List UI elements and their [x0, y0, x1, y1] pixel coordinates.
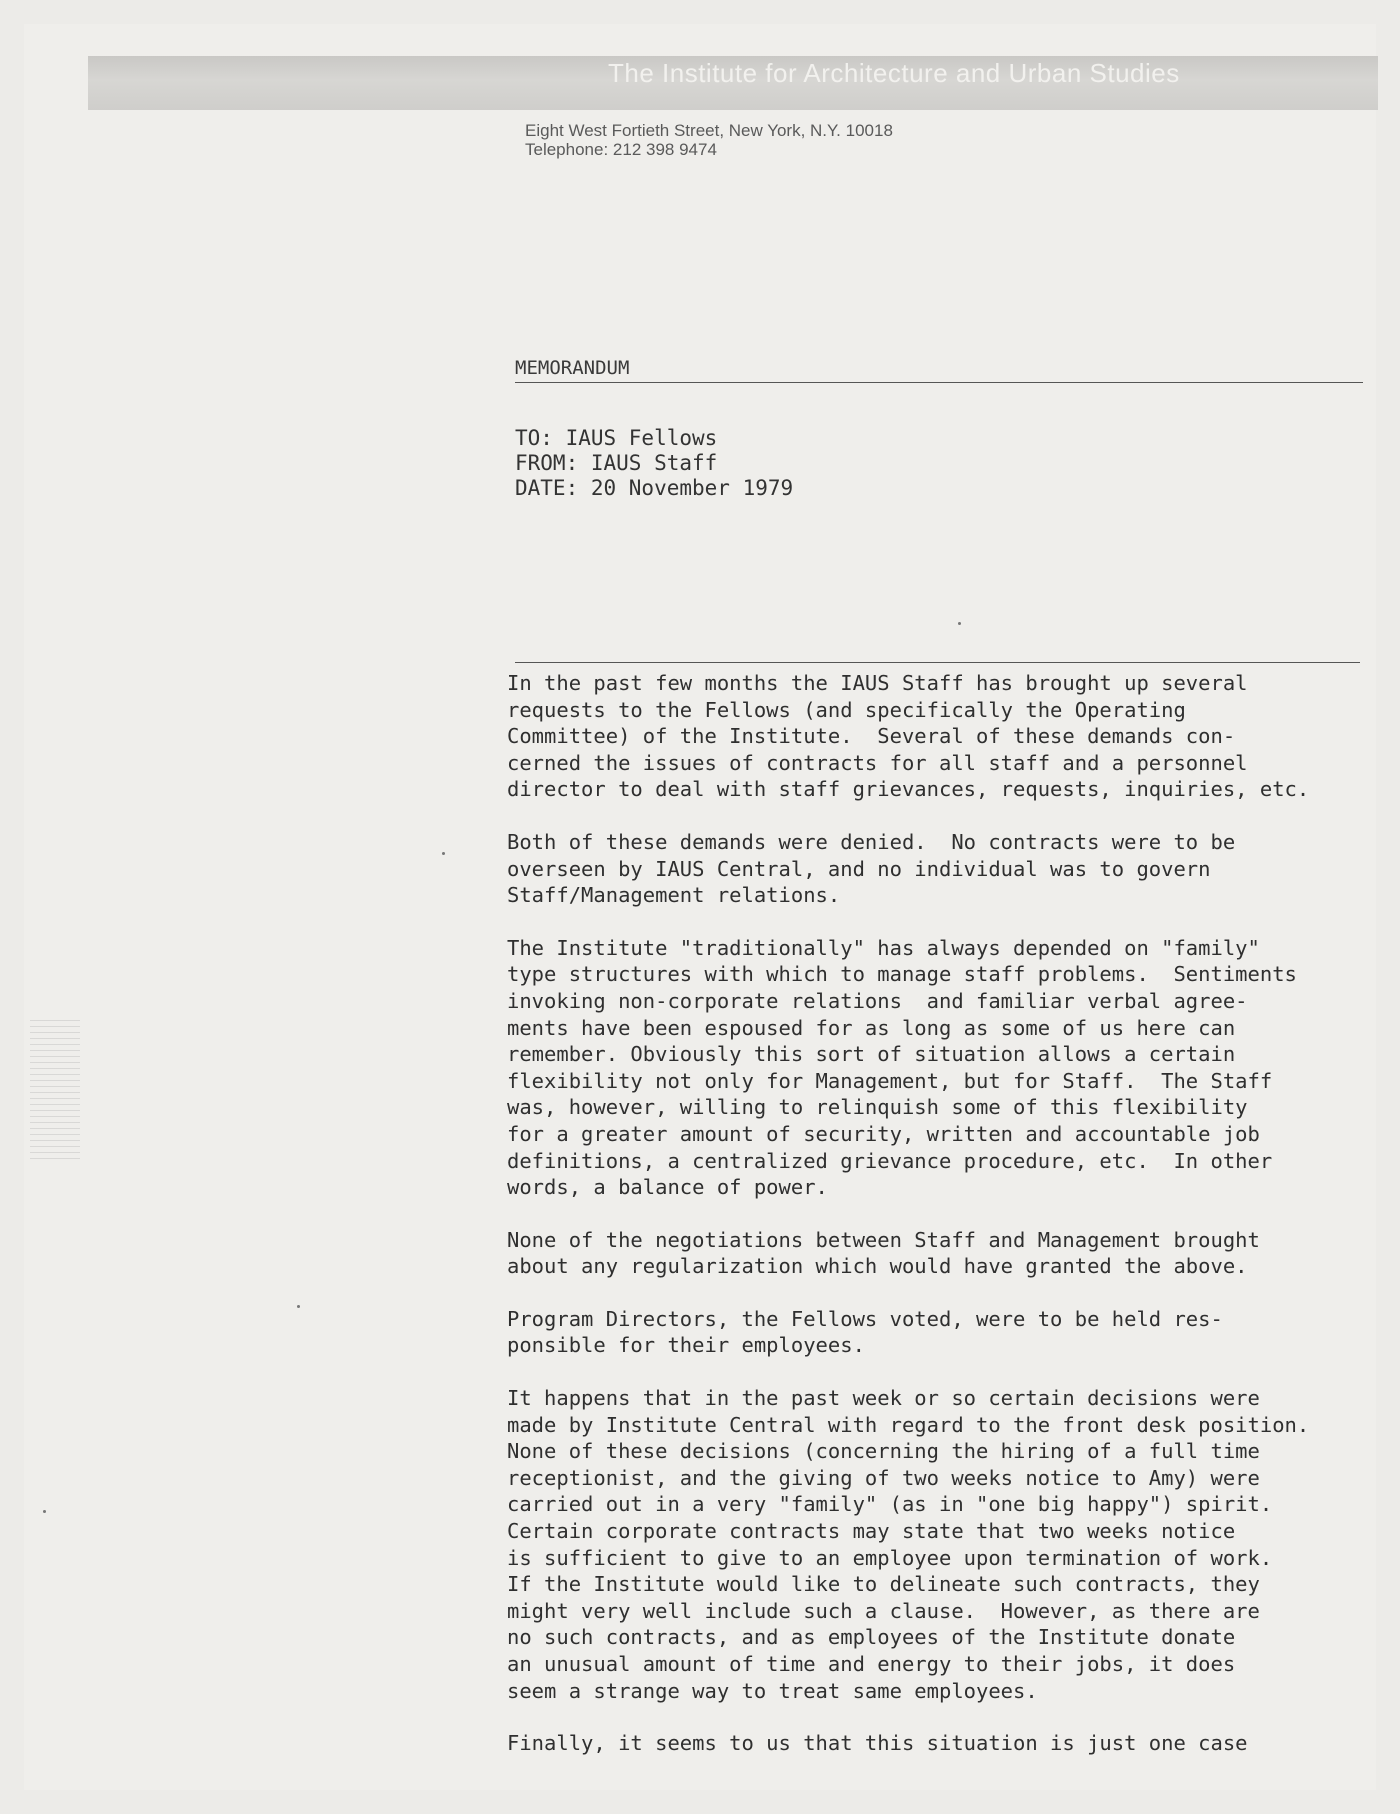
memo-paragraph: [507, 1306, 1387, 1359]
paragraph-line: ments have been espoused for as long as some of us here can: [507, 1015, 1236, 1040]
paragraph-line: Finally, it seems to us that this situation is just one case: [507, 1731, 1248, 1756]
memo-header: [515, 426, 793, 501]
paragraph-line: receptionist, and the giving of two weeks notice to Amy) were: [507, 1465, 1260, 1490]
paragraph-line: Program Directors, the Fellows voted, were to be held res-: [507, 1306, 1223, 1331]
memo-title: MEMORANDUM: [515, 357, 630, 379]
paragraph-line: for a greater amount of security, written and accountable job: [507, 1121, 1260, 1146]
paragraph-line: words, a balance of power.: [507, 1175, 828, 1200]
paragraph-line: an unusual amount of time and energy to their jobs, it does: [507, 1652, 1236, 1676]
memo-body: [507, 670, 1387, 1783]
paragraph-line: The Institute "traditionally" has always depended on "family": [507, 935, 1260, 960]
paragraph-line: seem a strange way to treat same employees.: [507, 1678, 1038, 1703]
letterhead-address: [525, 121, 893, 159]
paragraph-line: In the past few months the IAUS Staff has brought up several: [507, 671, 1248, 695]
memo-paragraph: [507, 1385, 1387, 1704]
memo-date: DATE: 20 November 1979: [515, 476, 794, 500]
paragraph-line: ponsible for their employees.: [507, 1333, 865, 1358]
telephone-line: Telephone: 212 398 9474: [525, 140, 717, 159]
institution-name: The Institute for Architecture and Urban Studies: [608, 58, 1180, 88]
memo-to: TO: IAUS Fellows: [515, 426, 718, 450]
paragraph-line: cerned the issues of contracts for all staff and a personnel: [507, 750, 1248, 775]
paragraph-line: remember. Obviously this sort of situation allows a certain: [507, 1042, 1236, 1067]
paragraph-line: might very well include such a clause. However, as there are: [507, 1598, 1260, 1623]
paragraph-line: definitions, a centralized grievance procedure, etc. In other: [507, 1148, 1273, 1173]
paragraph-line: director to deal with staff grievances, requests, inquiries, etc.: [507, 777, 1310, 802]
scan-speck: [958, 622, 961, 625]
paragraph-line: carried out in a very "family" (as in "one big happy") spirit.: [507, 1492, 1273, 1517]
memo-paragraph: [507, 1730, 1387, 1757]
scan-speck: [297, 1305, 300, 1308]
paragraph-line: flexibility not only for Management, but for Staff. The Staff: [507, 1068, 1273, 1093]
paragraph-line: Staff/Management relations.: [507, 883, 841, 908]
paragraph-line: invoking non-corporate relations and familiar verbal agree-: [507, 988, 1248, 1013]
paragraph-line: None of the negotiations between Staff and Management brought: [507, 1227, 1260, 1252]
paragraph-line: Both of these demands were denied. No contracts were to be: [507, 829, 1236, 854]
memo-from: FROM: IAUS Staff: [515, 451, 718, 475]
title-rule: [515, 382, 1363, 383]
scan-speck: [43, 1510, 46, 1513]
memo-paragraph: [507, 1227, 1387, 1280]
memo-paragraph: [507, 935, 1387, 1201]
memo-paragraph: [507, 670, 1387, 803]
paragraph-line: no such contracts, and as employees of the Institute donate: [507, 1625, 1236, 1650]
paragraph-line: requests to the Fellows (and specifically the Operating: [507, 697, 1186, 722]
paragraph-line: about any regularization which would have granted the above.: [507, 1254, 1248, 1279]
address-line: Eight West Fortieth Street, New York, N.Y. 10018: [525, 121, 893, 140]
paragraph-line: None of these decisions (concerning the hiring of a full time: [507, 1439, 1260, 1464]
paragraph-line: Committee) of the Institute. Several of these demands con-: [507, 724, 1236, 749]
paragraph-line: If the Institute would like to delineate such contracts, they: [507, 1572, 1260, 1597]
scan-artifact: [30, 1020, 80, 1160]
paragraph-line: type structures with which to manage staff problems. Sentiments: [507, 962, 1297, 987]
paragraph-line: Certain corporate contracts may state that two weeks notice: [507, 1519, 1236, 1544]
paragraph-line: overseen by IAUS Central, and no individual was to govern: [507, 856, 1211, 881]
paragraph-line: made by Institute Central with regard to the front desk position.: [507, 1412, 1310, 1437]
memo-paragraph: [507, 829, 1387, 909]
paragraph-line: is sufficient to give to an employee upon termination of work.: [507, 1545, 1273, 1570]
scan-speck: [442, 852, 445, 855]
paragraph-line: It happens that in the past week or so certain decisions were: [507, 1386, 1260, 1411]
body-rule: [515, 662, 1360, 663]
paragraph-line: was, however, willing to relinquish some of this flexibility: [507, 1095, 1248, 1120]
letterhead-banner: [88, 56, 1378, 110]
